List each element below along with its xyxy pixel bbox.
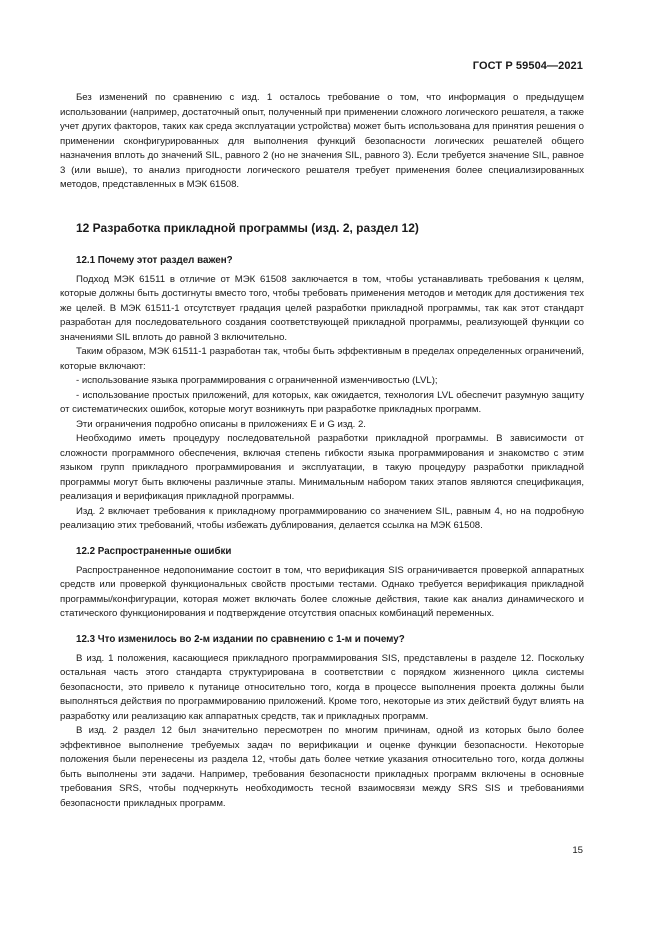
subsection-12-2-heading: 12.2 Распространенные ошибки [76,545,232,557]
subsection-12-1-heading: 12.1 Почему этот раздел важен? [76,254,233,266]
paragraph: Таким образом, МЭК 61511-1 разработан так, чтобы быть эффективным в пределах определенных ограничений, которые включают: [60,346,584,372]
paragraph: Эти ограничения подробно описаны в приложениях Е и G изд. 2. [76,418,366,430]
subsection-12-3-heading: 12.3 Что изменилось во 2-м издании по сравнению с 1-м и почему? [76,633,405,645]
paragraph: Подход МЭК 61511 в отличие от МЭК 61508 заключается в том, чтобы устанавливать требования к целям, которые должны быть достигнуты вместо того, чтобы требовать применения методов и методик для достижения тех же целей. В МЭК 61511-1 отсутствует градация целей разработки прикладной программы, так как этот стандарт разработан для последовательного создания соответствующей прикладной программы, реализующей функции со значениями SIL вплоть до равной 3 включительно. [60,273,584,343]
paragraph: В изд. 2 раздел 12 был значительно пересмотрен по многим причинам, одной из которых было более эффективное выполнение требуемых задач по верификации и оценке функции безопасности. Некоторые положения были перенесены из раздела 12, чтобы дать более четкие указания относительно того, когда должны быть выполнены эти задачи. Например, требования безопасности прикладных программ включены в основные требования SRS, чтобы подчеркнуть необходимость тесной взаимосвязи между SRS SIS и требованиями безопасности прикладных программ. [60,725,584,809]
page-number: 15 [572,845,583,856]
section-12-heading: 12 Разработка прикладной программы (изд. 2, раздел 12) [76,220,419,235]
paragraph: В изд. 1 положения, касающиеся прикладного программирования SIS, представлены в разделе 12. Поскольку остальная часть этого стандарта структурирована в соответствии с порядком жизненного цикла системы безопасности, это привело к путанице относительно того, когда в процессе выполнения проекта должны были выполняться действия по программированию приложений. Кроме того, некоторые из этих действий будут влиять на разработку или реализацию как аппаратных средств, так и прикладных программ. [60,652,584,722]
paragraph: Необходимо иметь процедуру последовательной разработки прикладной программы. В зависимости от сложности программного обеспечения, включая степень гибкости языка программирования и знакомство с этим языком групп прикладного программирования и эксплуатации, в такую процедуру разработки прикладной программы могут быть включены различные этапы. Минимальным набором таких этапов являются спецификация, реализация и верификация прикладной программы. [60,433,584,502]
paragraph: Изд. 2 включает требования к прикладному программированию со значением SIL, равным 4, но на подробную реализацию этих требований, чтобы избежать дублирования, делается ссылка на МЭК 61508. [60,505,584,531]
list-item: - использование языка программирования с ограниченной изменчивостью (LVL); [76,375,438,386]
list-item: - использование простых приложений, для которых, как ожидается, технология LVL обеспечит разумную защиту от систематических ошибок, которые могут возникнуть при разработке прикладных программ. [60,389,584,415]
paragraph: Распространенное недопонимание состоит в том, что верификация SIS ограничивается проверкой аппаратных средств или проверкой функциональных свойств простыми тестами. Однако требуется верификация прикладной программы/конфигурации, которая может включать более сложные действия, такие как анализ динамического и статического функционирования и подтверждение отсутствия опасных комбинаций переменных. [60,564,584,619]
document-code: ГОСТ Р 59504—2021 [472,60,583,72]
document-body [60,91,584,811]
intro-paragraph: Без изменений по сравнению с изд. 1 осталось требование о том, что информация о предыдущем использовании (например, достаточный опыт, полученный при применении сложного логического решателя, а также учет других факторов, таких как среда эксплуатации устройства) может быть использована для принятия решения о применении сконфигурированных для выполнения функций безопасности логических решателей общего назначения вплоть до значений SIL, равного 2 (но не значения SIL, равного 3). Если требуется значение SIL, равное 3 (или выше), то анализ пригодности логического решателя требует применения более специализированных методов, представленных в МЭК 61508. [60,92,584,190]
